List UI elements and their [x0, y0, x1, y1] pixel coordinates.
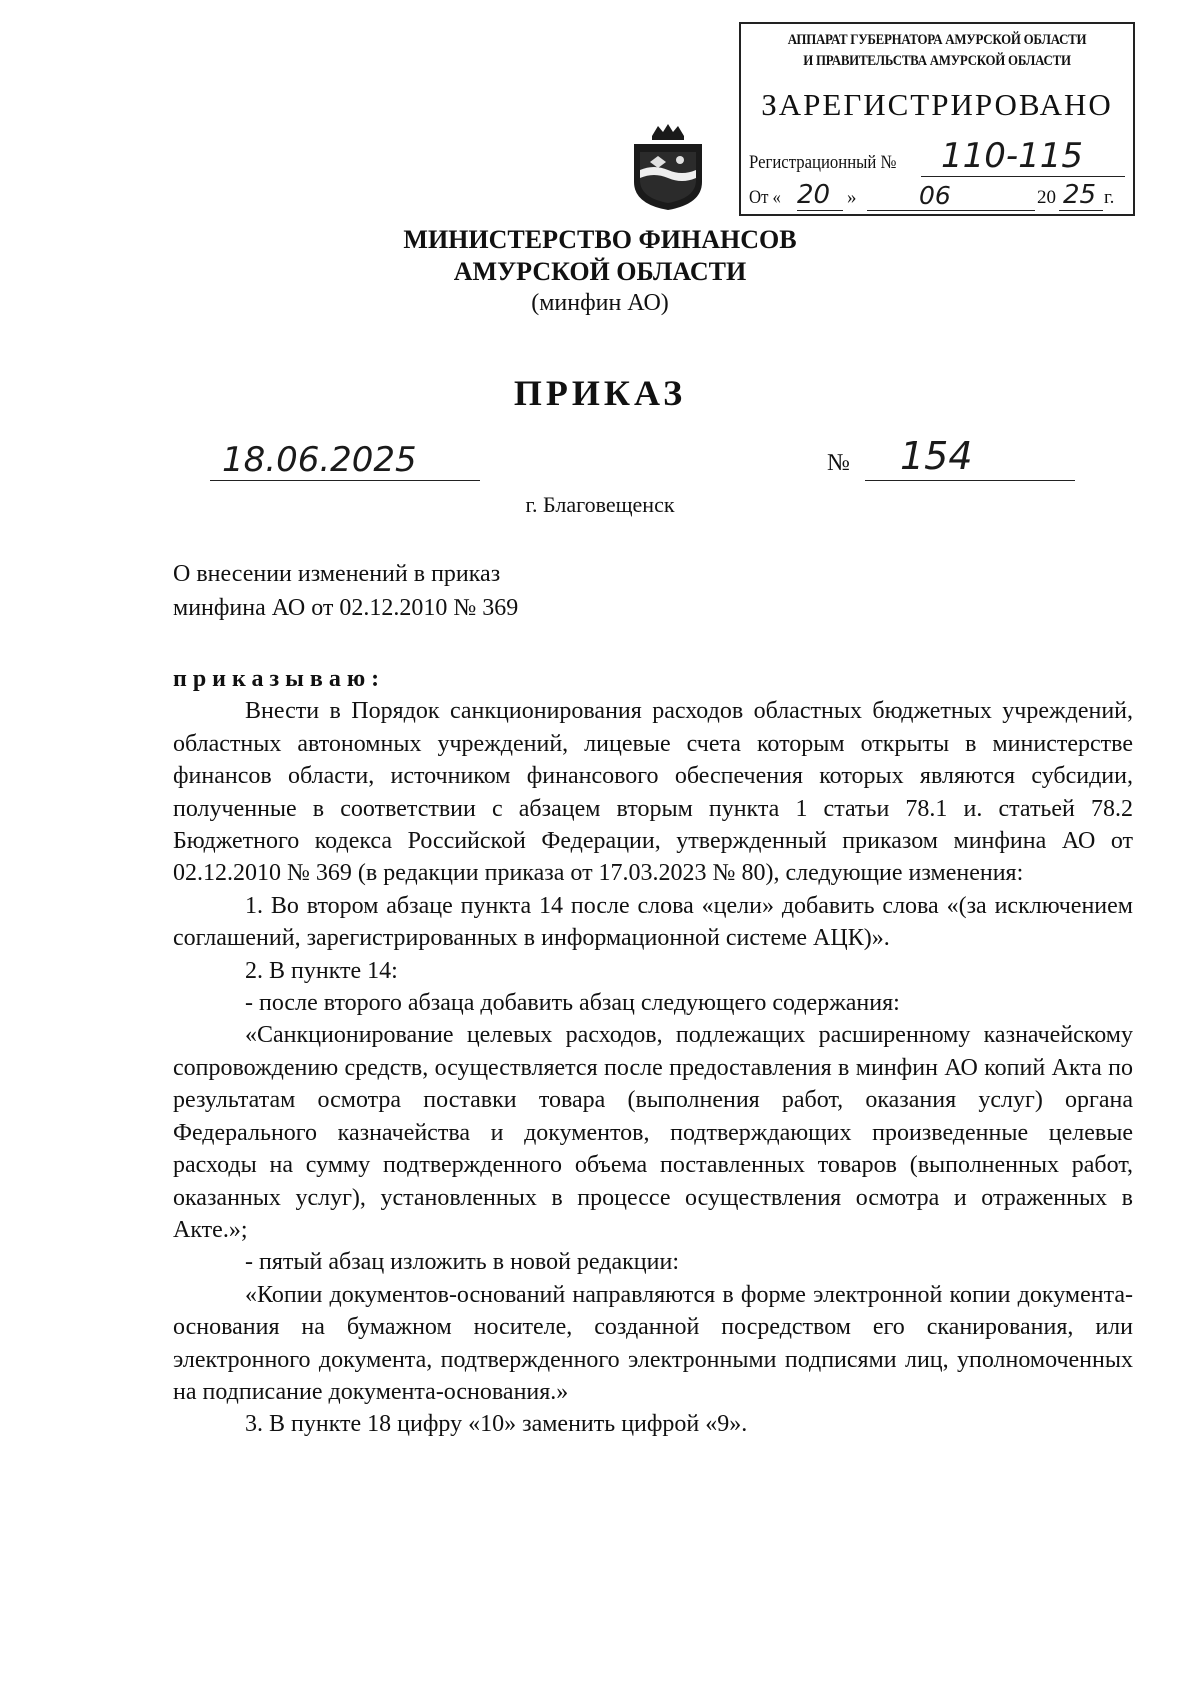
stamp-month-underline — [867, 210, 1035, 211]
stamp-year-prefix: 20 — [1037, 187, 1056, 208]
city-name: г. Благовещенск — [525, 492, 675, 517]
body-paragraph-4: - после второго абзаца добавить абзац следующего содержания: — [245, 990, 900, 1017]
stamp-header — [768, 30, 1105, 72]
stamp-header-line1: АППАРАТ ГУБЕРНАТОРА АМУРСКОЙ ОБЛАСТИ — [787, 32, 1087, 48]
stamp-date-month: 06 — [919, 181, 951, 210]
ministry-name-line2: АМУРСКОЙ ОБЛАСТИ — [453, 257, 747, 286]
body-paragraph-1: Внести в Порядок санкционирования расходов областных бюджетных учреждений, областных автономных учреждений, лицевые счета которым открыты в министерстве финансов области, источником финансового обеспечения которых являются субсидии, полученные в соответствии с абзацем вторым пункта 1 статьи 78.1 и. статьей 78.2 Бюджетного кодекса Российской Федерации, утвержденный приказом минфина АО от 02.12.2010 № 369 (в редакции приказа от 17.03.2023 № 80), следующие изменения: — [173, 698, 1133, 887]
body-paragraph-3: 2. В пункте 14: — [245, 957, 398, 984]
stamp-reg-number-underline — [921, 176, 1125, 177]
registration-stamp — [739, 22, 1135, 216]
coat-of-arms-icon — [630, 122, 706, 212]
stamp-year-end: г. — [1104, 187, 1115, 208]
stamp-day-underline — [797, 210, 843, 211]
ministry-abbreviation: (минфин АО) — [531, 290, 669, 316]
body-paragraph-2: 1. Во втором абзаце пункта 14 после слова «цели» добавить слова «(за исключением соглашений, зарегистрированных в информационной системе АЦК)». — [173, 892, 1133, 952]
stamp-date-sep: » — [847, 187, 857, 208]
stamp-year-suffix: 25 — [1063, 180, 1097, 210]
stamp-reg-number-row — [749, 152, 917, 174]
order-number-label: № — [827, 450, 850, 476]
stamp-date-row — [749, 187, 785, 209]
stamp-registered-label: ЗАРЕГИСТРИРОВАНО — [761, 87, 1113, 122]
stamp-header-line2: И ПРАВИТЕЛЬСТВА АМУРСКОЙ ОБЛАСТИ — [803, 53, 1071, 69]
stamp-date-prefix: От « — [749, 187, 781, 208]
order-date-handwritten: 18.06.2025 — [222, 440, 417, 480]
body-paragraph-8: 3. В пункте 18 цифру «10» заменить цифрой «9». — [245, 1411, 748, 1438]
body-paragraph-7: «Копии документов-оснований направляются в форме электронной копии документа-основания на бумажном носителе, созданной посредством его сканирования, или электронного документа, подтвержденного электронными подписями лиц, уполномоченных на подписание документа-основания.» — [173, 1281, 1133, 1405]
order-number-handwritten: 154 — [900, 434, 973, 478]
stamp-reg-number-label: Регистрационный № — [749, 152, 897, 173]
body-paragraph-5: «Санкционирование целевых расходов, подлежащих расширенному казначейскому сопровождению средств, осуществляется после предоставления в минфин АО копий Акта по результатам осмотра поставки товара (выполнения работ, оказания услуг) органа Федерального казначейства и документов, подтверждающих произведенные целевые расходы на сумму подтвержденного объема поставленных товаров (выполненных работ, оказанных услуг), установленных в процессе осуществления осмотра и отраженных в Акте.»; — [173, 1022, 1133, 1243]
order-directive-word: приказываю: — [173, 666, 386, 692]
order-number-underline — [865, 480, 1075, 481]
subject-line2: минфина АО от 02.12.2010 № 369 — [173, 595, 519, 621]
ministry-name-line1: МИНИСТЕРСТВО ФИНАНСОВ — [403, 225, 797, 254]
stamp-year-underline — [1059, 210, 1103, 211]
order-subject — [173, 557, 518, 625]
order-body — [173, 663, 1133, 1441]
document-type-title: ПРИКАЗ — [513, 373, 687, 413]
stamp-reg-number-value: 110-115 — [941, 136, 1084, 176]
order-date-underline — [210, 480, 480, 481]
body-paragraph-6: - пятый абзац изложить в новой редакции: — [245, 1249, 679, 1276]
stamp-date-day: 20 — [797, 180, 831, 210]
subject-line1: О внесении изменений в приказ — [173, 561, 501, 587]
